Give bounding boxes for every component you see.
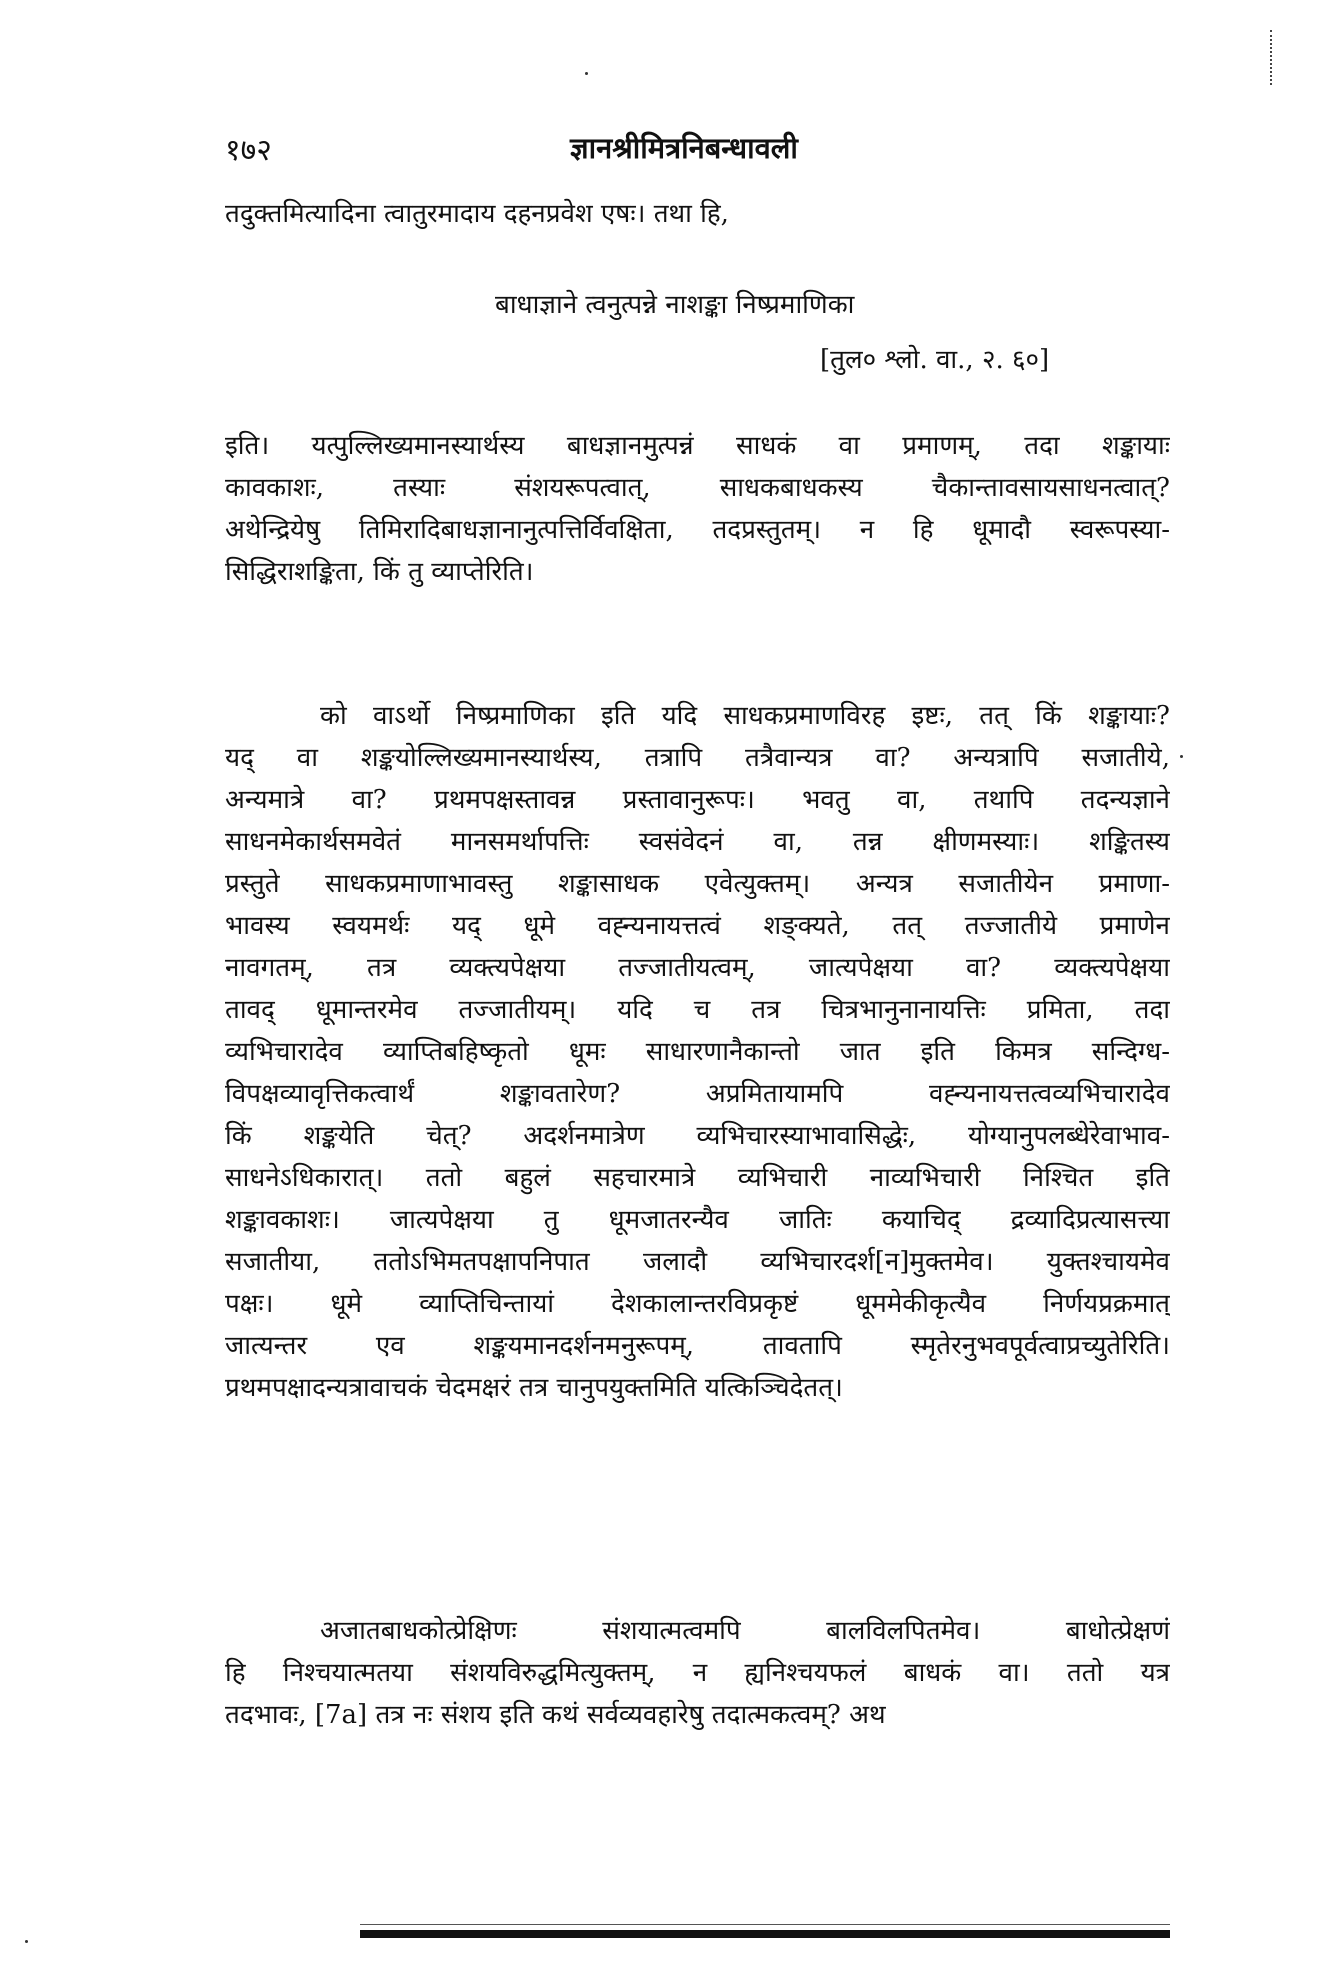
text-line: अजातबाधकोत्प्रेक्षिणः संशयात्मत्वमपि बालविलपितमेव। बाधोत्प्रेक्षणं	[320, 1616, 1170, 1646]
text-line: साधनमेकार्थसमवेतं मानसमर्थापत्तिः स्वसंवेदनं वा, तन्न क्षीणमस्याः। शङ्कितस्य	[225, 827, 1170, 857]
text-line: जात्यन्तर एव शङ्कयमानदर्शनमनुरूपम्, तावतापि स्मृतेरनुभवपूर्वत्वाप्रच्युतेरिति।	[225, 1331, 1170, 1361]
text-line: इति। यत्पुल्लिख्यमानस्यार्थस्य बाधज्ञानमुत्पन्नं साधकं वा प्रमाणम्, तदा शङ्कायाः	[225, 431, 1170, 461]
text-line: सजातीया, ततोऽभिमतपक्षापनिपात जलादौ व्यभिचारदर्श[न]मुक्तमेव। युक्तश्चायमेव	[225, 1247, 1170, 1277]
text-line: विपक्षव्यावृत्तिकत्वार्थं शङ्कावतारेण? अप्रमितायामपि वह्न्यनायत्तत्वव्यभिचारादेव	[225, 1079, 1170, 1109]
running-title: ज्ञानश्रीमित्रनिबन्धावली	[570, 131, 798, 165]
text-line: कावकाशः, तस्याः संशयरूपत्वात्, साधकबाधकस्य चैकान्तावसायसाधनत्वात्?	[225, 473, 1170, 503]
footer-rule	[360, 1930, 1170, 1938]
text-line: हि निश्चयात्मतया संशयविरुद्धमित्युक्तम्, न ह्यनिश्चयफलं बाधकं वा। ततो यत्र	[225, 1658, 1170, 1688]
text-line: तदभावः, [7a] तत्र नः संशय इति कथं सर्वव्यवहारेषु तदात्मकत्वम्? अथ	[225, 1700, 886, 1730]
text-line: पक्षः। धूमे व्याप्तिचिन्तायां देशकालान्तरविप्रकृष्टं धूममेकीकृत्यैव निर्णयप्रक्रमात्	[225, 1289, 1170, 1319]
text-line: भावस्य स्वयमर्थः यद् धूमे वह्न्यनायत्तत्वं शङ्क्यते, तत् तज्जातीये प्रमाणेन	[225, 911, 1170, 941]
text-line: को वाऽर्थो निष्प्रमाणिका इति यदि साधकप्रमाणविरह इष्टः, तत् किं शङ्कायाः?	[320, 701, 1170, 731]
scan-speck	[25, 1940, 28, 1943]
text-line: सिद्धिराशङ्किता, किं तु व्याप्तेरिति।	[225, 557, 534, 587]
text-line: किं शङ्कयेति चेत्? अदर्शनमात्रेण व्यभिचारस्याभावासिद्धेः, योग्यानुपलब्धेरेवाभाव-	[225, 1121, 1170, 1151]
page-number: १७२	[225, 133, 272, 168]
paragraph-2	[225, 695, 1170, 1409]
text-line: साधनेऽधिकारात्। ततो बहुलं सहचारमात्रे व्यभिचारी नाव्यभिचारी निश्चित इति	[225, 1163, 1170, 1193]
paragraph-3	[225, 1610, 1170, 1736]
text-line: शङ्कावकाशः। जात्यपेक्षया तु धूमजातरन्यैव जातिः कयाचिद् द्रव्यादिप्रत्यासत्त्या	[225, 1205, 1170, 1235]
text-line: तावद् धूमान्तरमेव तज्जातीयम्। यदि च तत्र चित्रभानुनानायत्तिः प्रमिता, तदा	[225, 995, 1170, 1025]
margin-mark	[1270, 30, 1274, 85]
verse-reference: [तुल० श्लो. वा., २. ६०]	[820, 345, 1050, 375]
verse-text: बाधाज्ञाने त्वनुत्पन्ने नाशङ्का निष्प्रमाणिका	[495, 290, 855, 320]
paragraph-1	[225, 425, 1170, 593]
footer-rule-thin	[360, 1924, 1170, 1925]
scan-speck	[1180, 755, 1183, 758]
text-line: प्रस्तुते साधकप्रमाणाभावस्तु शङ्कासाधक एवेत्युक्तम्। अन्यत्र सजातीयेन प्रमाणा-	[225, 869, 1170, 899]
page-header	[225, 128, 1094, 168]
text-line: अन्यमात्रे वा? प्रथमपक्षस्तावन्न प्रस्तावानुरूपः। भवतु वा, तथापि तदन्यज्ञाने	[225, 785, 1170, 815]
text-line: अथेन्द्रियेषु तिमिरादिबाधज्ञानानुत्पत्तिर्विवक्षिता, तदप्रस्तुतम्। न हि धूमादौ स्वरूपस्या-	[225, 515, 1170, 545]
text-line: प्रथमपक्षादन्यत्रावाचकं चेदमक्षरं तत्र चानुपयुक्तमिति यत्किञ्चिदेतत्।	[225, 1373, 843, 1403]
text-line: यद् वा शङ्कयोल्लिख्यमानस्यार्थस्य, तत्रापि तत्रैवान्यत्र वा? अन्यत्रापि सजातीये,	[225, 743, 1170, 773]
text-line: व्यभिचारादेव व्याप्तिबहिष्कृतो धूमः साधारणानैकान्तो जात इति किमत्र सन्दिग्ध-	[225, 1037, 1170, 1067]
scan-speck	[585, 72, 588, 75]
text-line: नावगतम्, तत्र व्यक्त्यपेक्षया तज्जातीयत्वम्, जात्यपेक्षया वा? व्यक्त्यपेक्षया	[225, 953, 1170, 983]
opening-line: तदुक्तमित्यादिना त्वातुरमादाय दहनप्रवेश एषः। तथा हि,	[225, 199, 729, 229]
